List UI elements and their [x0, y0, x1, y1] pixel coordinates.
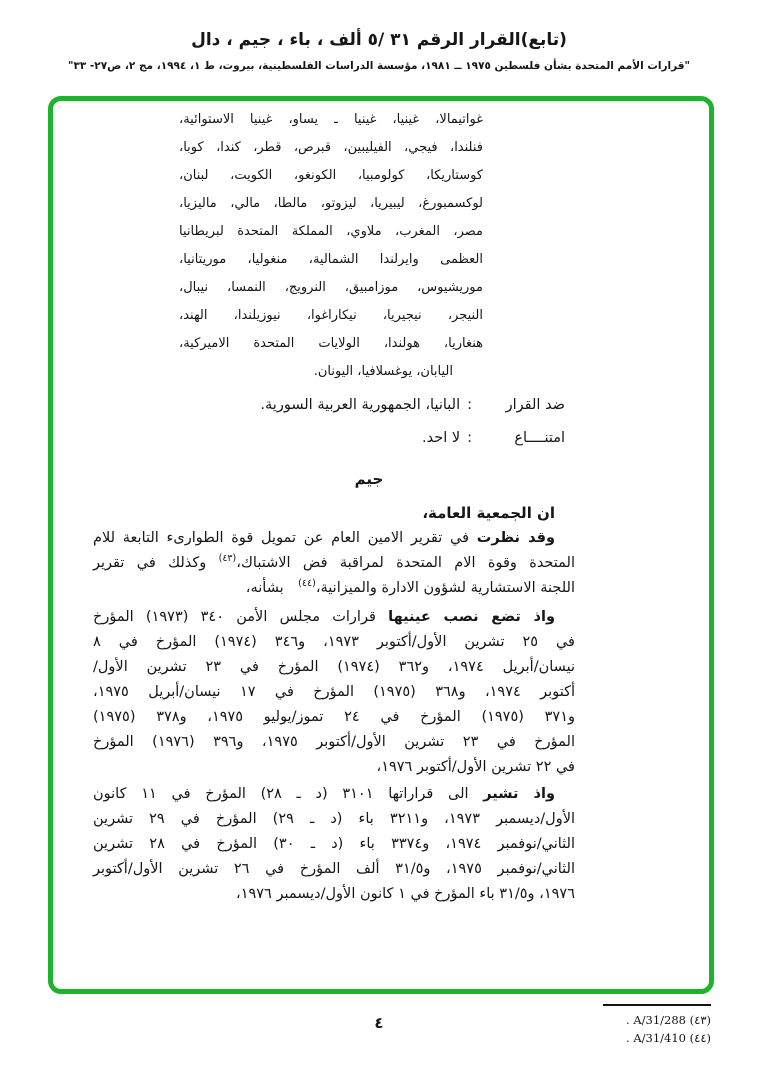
country-line: موريشيوس، موزامبيق، النرويج، النمسا، نيبال،	[179, 280, 483, 295]
text-line	[93, 882, 575, 907]
annotation-green-box	[48, 96, 714, 1045]
country-line: غواتيمالا، غينيا، غينيا ـ يساو، غينيا الاستوائية،	[179, 112, 483, 127]
text-line	[93, 630, 575, 655]
vote-against-colon: :	[467, 397, 472, 413]
country-line: لوكسمبورغ، ليبيريا، ليزوتو، مالطا، مالي، ماليزيا،	[179, 196, 483, 211]
footnote-number: (٤٣)	[685, 1013, 711, 1027]
country-line: العظمى وايرلندا الشمالية، منغوليا، موريتانيا،	[179, 252, 483, 267]
text-line	[93, 526, 575, 551]
source-citation: "قرارات الأمم المتحدة بشأن فلسطين ١٩٧٥ ــ ١٩٨١، مؤسسة الدراسات الفلسطينية، بيروت، ط ١، ١٩٩٤، مج ٢، ص٢٧- ٣٣"	[67, 60, 691, 72]
paragraph-p2	[93, 605, 575, 780]
vote-against-row	[93, 389, 565, 422]
country-line: هنغاريا، هولندا، الولايات المتحدة الاميركية،	[179, 336, 483, 351]
abstain-label: امتنــــاع	[514, 430, 565, 446]
text-line	[93, 605, 575, 630]
country-list	[179, 106, 483, 386]
abstain-row	[93, 422, 565, 455]
text-segment: الثاني/نوفمبر ١٩٧٤، و٣٣٧٤ باء (د ـ ٣٠) المؤرخ في ٢٨ تشرين	[93, 836, 576, 852]
text-segment: اللجنة الاستشارية لشؤون الادارة والميزانية،	[315, 580, 575, 596]
resolution-title: (تابع)القرار الرقم ٣١ /٥ ألف ، باء ، جيم ، دال	[191, 30, 567, 50]
country-line: فنلندا، فيجي، الفيليبين، قبرص، قطر، كندا، كوبا،	[179, 140, 483, 155]
vote-results	[93, 389, 575, 455]
paragraph-p3	[93, 782, 575, 907]
text-line	[93, 576, 575, 601]
text-line	[93, 730, 575, 755]
text-segment: قرارات مجلس الأمن ٣٤٠ (١٩٧٣) المؤرخ	[93, 609, 389, 625]
text-line	[93, 807, 575, 832]
footnote-period: .	[626, 1013, 630, 1027]
text-segment: نيسان/أبريل ١٩٧٤، و٣٦٢ (١٩٧٤) المؤرخ في ٢٣ تشرين الأول/	[93, 659, 575, 675]
text-line	[93, 832, 575, 857]
text-line	[93, 680, 575, 705]
text-line	[93, 501, 575, 526]
text-segment: بشأنه،	[245, 580, 299, 596]
text-line	[93, 857, 575, 882]
footnote-marker: (٤٤)	[298, 578, 316, 590]
paragraph-p1	[93, 526, 575, 601]
text-line	[93, 705, 575, 730]
footnote-period: .	[626, 1030, 630, 1045]
text-line	[93, 551, 575, 576]
text-segment: الثاني/نوفمبر ١٩٧٥، و٣١/٥ ألف المؤرخ في ٢٦ تشرين الأول/أكتوبر	[93, 861, 575, 877]
footnote-number: (٤٤)	[685, 1030, 711, 1045]
text-segment: الى قراراتها ٣١٠١ (د ـ ٢٨) المؤرخ في ١١ كانون	[93, 786, 484, 802]
text-line	[93, 782, 575, 807]
text-segment: و٣٧١ (١٩٧٥) المؤرخ في ٢٤ تموز/يوليو ١٩٧٥، و٣٧٨ (١٩٧٥)	[93, 709, 576, 725]
abstain-value: لا احد.	[422, 430, 461, 446]
footnote-document-symbol: A/31/410	[629, 1030, 686, 1045]
text-segment: وكذلك في تقرير	[93, 555, 219, 571]
preamble-paragraphs	[93, 501, 575, 907]
text-segment: المتحدة وقوة الام المتحدة لمراقبة فض الاشتباك،	[236, 555, 576, 571]
text-segment: في تقرير الامين العام عن تمويل قوة الطوارىء التابعة للام	[93, 530, 477, 546]
abstain-colon: :	[467, 430, 472, 446]
vote-against-label: ضد القرار	[505, 397, 565, 413]
bold-lead-in: واذ تضع نصب عينيها	[388, 609, 555, 625]
text-segment: أكتوبر ١٩٧٤، و٣٦٨ (١٩٧٥) المؤرخ في ١٧ نيسان/أبريل ١٩٧٥،	[93, 684, 575, 700]
text-segment: الأول/ديسمبر ١٩٧٣، و٣٢١١ باء (د ـ ٢٩) المؤرخ في ٢٩ تشرين	[93, 811, 575, 827]
section-heading-jeem: جيم	[354, 470, 384, 488]
scan-text-column	[93, 106, 575, 907]
text-line	[93, 655, 575, 680]
text-segment: المؤرخ في ٢٣ تشرين الأول/أكتوبر ١٩٧٥، و٣٩٦ (١٩٧٦) المؤرخ	[93, 734, 575, 750]
text-segment: في ٢٢ تشرين الأول/أكتوبر ١٩٧٦،	[376, 759, 575, 775]
vote-against-value: البانيا، الجمهورية العربية السورية.	[260, 397, 461, 413]
bold-lead-in: وقد نظرت	[476, 530, 555, 546]
page-header	[0, 30, 758, 72]
footnote-marker: (٤٣)	[218, 553, 237, 565]
country-line: مصر، المغرب، ملاوي، المملكة المتحدة لبريطانيا	[179, 224, 483, 239]
page-number: ٤	[374, 1014, 384, 1032]
footnote-document-symbol: A/31/288	[629, 1013, 686, 1027]
country-line: كوستاريكا، كولومبيا، الكونغو، الكويت، لبنان،	[179, 168, 483, 183]
bold-lead-in: واذ تشير	[483, 786, 555, 802]
text-segment: في ٢٥ تشرين الأول/أكتوبر ١٩٧٣، و٣٤٦ (١٩٧٤) المؤرخ في ٨	[93, 634, 575, 650]
country-line: النيجر، نيجيريا، نيكاراغوا، نيوزيلندا، الهند،	[179, 308, 483, 323]
paragraph-p-intro	[93, 501, 575, 526]
footnote-separator-rule	[603, 1004, 711, 1006]
text-segment: ١٩٧٦، و٣١/٥ باء المؤرخ في ١ كانون الأول/ديسمبر ١٩٧٦،	[236, 886, 575, 902]
footnote-line	[601, 1030, 711, 1048]
text-line	[93, 755, 575, 780]
country-line: اليابان، يوغسلافيا، اليونان.	[313, 364, 453, 379]
bold-lead-in: ان الجمعية العامة،	[422, 504, 555, 522]
